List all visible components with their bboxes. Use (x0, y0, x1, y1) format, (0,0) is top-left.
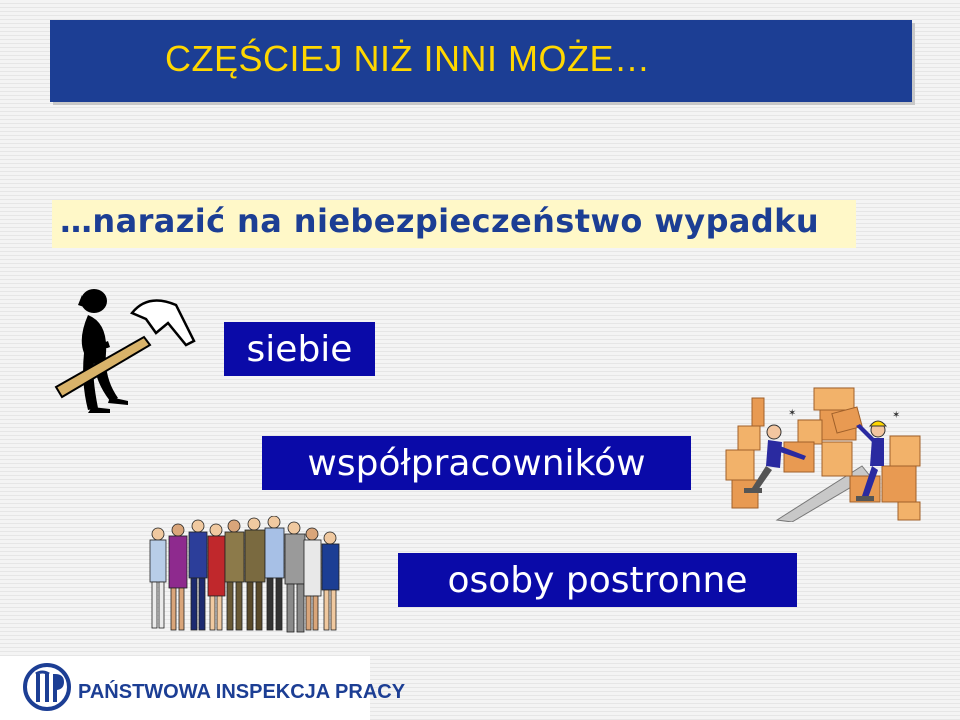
crowd-of-people-icon (146, 516, 342, 638)
label-bystanders: osoby postronne (398, 553, 797, 607)
label-coworkers: współpracowników (262, 436, 691, 490)
svg-text:✶: ✶ (892, 410, 901, 421)
svg-text:✶: ✶ (788, 408, 797, 419)
slide-title: CZĘŚCIEJ NIŻ INNI MOŻE… (165, 38, 651, 79)
falling-boxes-accident-icon (722, 380, 928, 522)
pip-logo-icon (22, 662, 72, 712)
label-self: siebie (224, 322, 375, 376)
logo-area (0, 656, 406, 720)
logo-text: PAŃSTWOWA INSPEKCJA PRACY (78, 681, 406, 703)
worker-with-hammer-icon (48, 283, 198, 423)
slide-subtitle: …narazić na niebezpieczeństwo wypadku (60, 202, 820, 240)
